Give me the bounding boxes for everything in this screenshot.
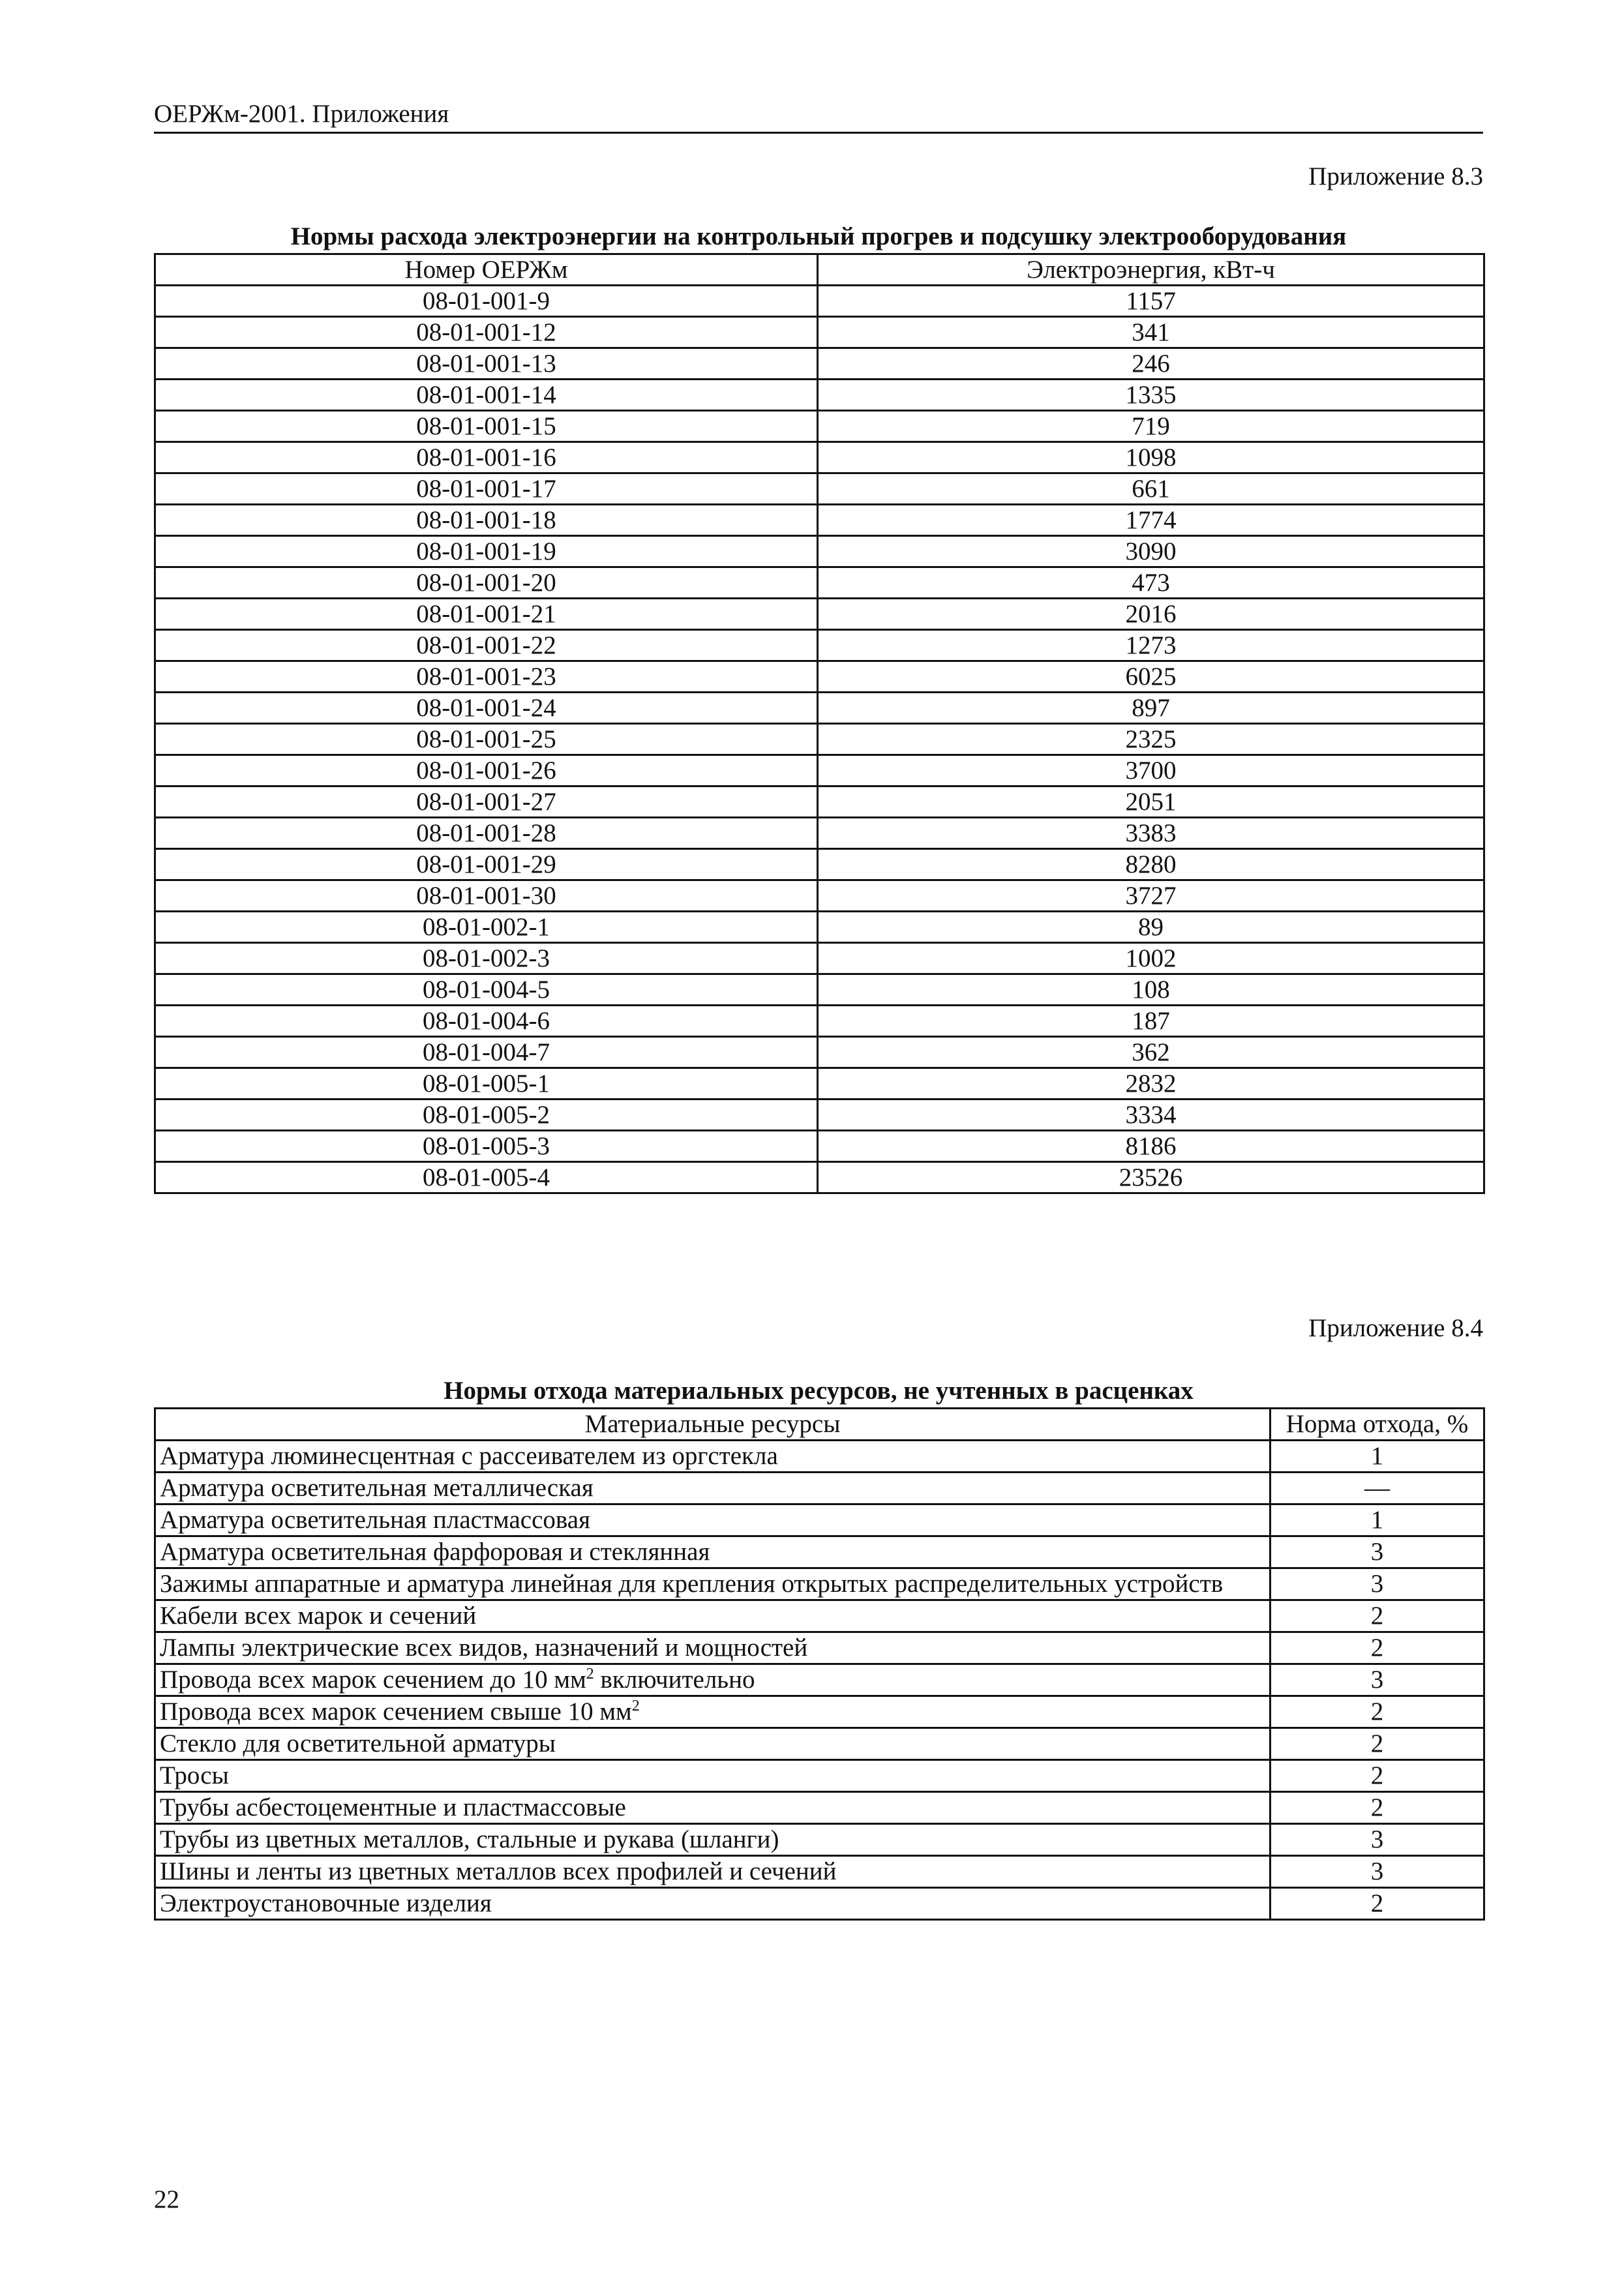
resource-cell	[155, 1632, 1271, 1664]
waste-norm-cell: 2	[1271, 1632, 1484, 1664]
code-cell: 08-01-001-12	[155, 317, 818, 348]
waste-norm-cell: —	[1271, 1473, 1484, 1504]
table-8-4-title: Нормы отхода материальных ресурсов, не учтенных в расценках	[444, 1377, 1194, 1405]
energy-cell: 362	[818, 1037, 1484, 1068]
resource-name: Провода всех марок сечением свыше 10 мм	[160, 1698, 632, 1726]
resource-name: Электроустановочные изделия	[160, 1889, 492, 1917]
table-row	[155, 599, 1484, 630]
code-cell: 08-01-001-22	[155, 630, 818, 661]
code-cell: 08-01-001-26	[155, 755, 818, 786]
appendix-8-3-label: Приложение 8.3	[1308, 162, 1483, 190]
table-row	[155, 818, 1484, 849]
waste-norm-cell: 1	[1271, 1441, 1484, 1473]
energy-cell: 473	[818, 567, 1484, 599]
code-cell: 08-01-001-21	[155, 599, 818, 630]
resource-name: Трубы из цветных металлов, стальные и рукава (шланги)	[160, 1825, 779, 1853]
column-header-number: Номер ОЕРЖм	[155, 254, 818, 286]
table-row	[155, 786, 1484, 818]
table-row	[155, 1792, 1484, 1824]
column-header-resource: Материальные ресурсы	[155, 1409, 1271, 1441]
energy-cell: 6025	[818, 661, 1484, 693]
code-cell: 08-01-005-1	[155, 1068, 818, 1100]
code-cell: 08-01-001-19	[155, 536, 818, 567]
table-row	[155, 1504, 1484, 1536]
table-row	[155, 1441, 1484, 1473]
table-row	[155, 693, 1484, 724]
table-row	[155, 849, 1484, 880]
column-header-energy: Электроэнергия, кВт-ч	[818, 254, 1484, 286]
code-cell: 08-01-005-4	[155, 1162, 818, 1193]
code-cell: 08-01-001-9	[155, 286, 818, 317]
table-row	[155, 755, 1484, 786]
resource-cell	[155, 1696, 1271, 1728]
table-row	[155, 1131, 1484, 1162]
code-cell: 08-01-001-28	[155, 818, 818, 849]
energy-cell: 719	[818, 411, 1484, 442]
resource-cell	[155, 1824, 1271, 1856]
resource-cell	[155, 1856, 1271, 1888]
table-row	[155, 1037, 1484, 1068]
resource-cell	[155, 1600, 1271, 1632]
table-row	[155, 286, 1484, 317]
table-row	[155, 1006, 1484, 1037]
table-row	[155, 912, 1484, 943]
table-row	[155, 317, 1484, 348]
resource-cell	[155, 1792, 1271, 1824]
resource-name: Арматура осветительная пластмассовая	[160, 1506, 591, 1534]
table-row	[155, 1632, 1484, 1664]
energy-cell: 2832	[818, 1068, 1484, 1100]
energy-cell: 3334	[818, 1100, 1484, 1131]
page-number: 22	[154, 2185, 179, 2213]
resource-name: Шины и ленты из цветных металлов всех профилей и сечений	[160, 1857, 837, 1885]
table-row	[155, 505, 1484, 536]
code-cell: 08-01-004-7	[155, 1037, 818, 1068]
energy-norms-table	[154, 253, 1485, 1194]
waste-norm-cell: 2	[1271, 1760, 1484, 1792]
energy-cell: 1098	[818, 442, 1484, 473]
table-row	[155, 943, 1484, 974]
resource-cell	[155, 1473, 1271, 1504]
table-row	[155, 1162, 1484, 1193]
code-cell: 08-01-001-29	[155, 849, 818, 880]
energy-cell: 1273	[818, 630, 1484, 661]
energy-cell: 3700	[818, 755, 1484, 786]
code-cell: 08-01-001-23	[155, 661, 818, 693]
table-row	[155, 1068, 1484, 1100]
resource-cell	[155, 1504, 1271, 1536]
energy-cell: 3727	[818, 880, 1484, 912]
resource-name: Лампы электрические всех видов, назначений и мощностей	[160, 1634, 808, 1662]
resource-cell	[155, 1888, 1271, 1920]
table-row	[155, 1760, 1484, 1792]
code-cell: 08-01-001-18	[155, 505, 818, 536]
waste-norm-cell: 2	[1271, 1888, 1484, 1920]
energy-cell: 2051	[818, 786, 1484, 818]
table-row	[155, 1536, 1484, 1568]
resource-name-suffix: включительно	[594, 1666, 755, 1694]
code-cell: 08-01-001-16	[155, 442, 818, 473]
waste-norm-cell: 3	[1271, 1568, 1484, 1600]
table-row	[155, 661, 1484, 693]
resource-name: Трубы асбестоцементные и пластмассовые	[160, 1793, 626, 1821]
energy-cell: 1157	[818, 286, 1484, 317]
energy-cell: 1335	[818, 380, 1484, 411]
code-cell: 08-01-002-3	[155, 943, 818, 974]
table-row	[155, 348, 1484, 380]
resource-name: Арматура люминесцентная с рассеивателем из оргстекла	[160, 1442, 778, 1470]
waste-norm-cell: 2	[1271, 1728, 1484, 1760]
resource-name: Стекло для осветительной арматуры	[160, 1729, 556, 1758]
energy-cell: 897	[818, 693, 1484, 724]
waste-norm-cell: 3	[1271, 1664, 1484, 1696]
energy-cell: 2016	[818, 599, 1484, 630]
column-header-waste-norm: Норма отхода, %	[1271, 1409, 1484, 1441]
table-row	[155, 880, 1484, 912]
table-row	[155, 630, 1484, 661]
table-row	[155, 724, 1484, 755]
resource-name: Арматура осветительная металлическая	[160, 1474, 594, 1502]
table-8-3-title: Нормы расхода электроэнергии на контрольный прогрев и подсушку электрооборудования	[290, 222, 1347, 250]
table-row	[155, 1856, 1484, 1888]
energy-cell: 3383	[818, 818, 1484, 849]
waste-norm-cell: 3	[1271, 1824, 1484, 1856]
appendix-8-4-label: Приложение 8.4	[1308, 1314, 1483, 1342]
resource-name: Провода всех марок сечением до 10 мм	[160, 1666, 586, 1694]
energy-cell: 341	[818, 317, 1484, 348]
code-cell: 08-01-001-24	[155, 693, 818, 724]
energy-cell: 2325	[818, 724, 1484, 755]
code-cell: 08-01-001-15	[155, 411, 818, 442]
energy-cell: 661	[818, 473, 1484, 505]
table-row	[155, 1728, 1484, 1760]
resource-name: Кабели всех марок и сечений	[160, 1602, 477, 1630]
superscript: 2	[586, 1666, 594, 1683]
code-cell: 08-01-001-13	[155, 348, 818, 380]
waste-norm-cell: 1	[1271, 1504, 1484, 1536]
energy-cell: 1774	[818, 505, 1484, 536]
resource-cell	[155, 1760, 1271, 1792]
table-row	[155, 1568, 1484, 1600]
table-row	[155, 442, 1484, 473]
energy-cell: 23526	[818, 1162, 1484, 1193]
table-row	[155, 1473, 1484, 1504]
energy-cell: 8186	[818, 1131, 1484, 1162]
resource-name: Зажимы аппаратные и арматура линейная для крепления открытых распределительных устройств	[160, 1570, 1224, 1598]
table-row	[155, 536, 1484, 567]
code-cell: 08-01-001-14	[155, 380, 818, 411]
code-cell: 08-01-001-20	[155, 567, 818, 599]
energy-cell: 246	[818, 348, 1484, 380]
table-row	[155, 1600, 1484, 1632]
table-row	[155, 1696, 1484, 1728]
code-cell: 08-01-005-3	[155, 1131, 818, 1162]
code-cell: 08-01-005-2	[155, 1100, 818, 1131]
table-row	[155, 1664, 1484, 1696]
table-header-row	[155, 254, 1484, 286]
resource-cell	[155, 1536, 1271, 1568]
table-row	[155, 567, 1484, 599]
energy-cell: 8280	[818, 849, 1484, 880]
waste-norms-table	[154, 1407, 1485, 1921]
waste-norm-cell: 2	[1271, 1600, 1484, 1632]
energy-cell: 187	[818, 1006, 1484, 1037]
code-cell: 08-01-001-30	[155, 880, 818, 912]
energy-cell: 3090	[818, 536, 1484, 567]
resource-name: Арматура осветительная фарфоровая и стеклянная	[160, 1538, 710, 1566]
code-cell: 08-01-001-25	[155, 724, 818, 755]
header-rule	[154, 132, 1483, 134]
code-cell: 08-01-004-6	[155, 1006, 818, 1037]
table-row	[155, 473, 1484, 505]
energy-cell: 108	[818, 974, 1484, 1006]
waste-norm-cell: 2	[1271, 1696, 1484, 1728]
table-row	[155, 1824, 1484, 1856]
resource-cell	[155, 1664, 1271, 1696]
resource-name: Тросы	[160, 1761, 229, 1789]
energy-cell: 1002	[818, 943, 1484, 974]
energy-cell: 89	[818, 912, 1484, 943]
resource-cell	[155, 1728, 1271, 1760]
table-row	[155, 380, 1484, 411]
code-cell: 08-01-001-27	[155, 786, 818, 818]
table-row	[155, 1100, 1484, 1131]
waste-norm-cell: 3	[1271, 1536, 1484, 1568]
waste-norm-cell: 2	[1271, 1792, 1484, 1824]
code-cell: 08-01-004-5	[155, 974, 818, 1006]
table-row	[155, 974, 1484, 1006]
resource-cell	[155, 1568, 1271, 1600]
table-header-row	[155, 1409, 1484, 1441]
running-header: ОЕРЖм-2001. Приложения	[154, 100, 449, 128]
code-cell: 08-01-001-17	[155, 473, 818, 505]
table-row	[155, 411, 1484, 442]
table-row	[155, 1888, 1484, 1920]
resource-cell	[155, 1441, 1271, 1473]
code-cell: 08-01-002-1	[155, 912, 818, 943]
superscript: 2	[631, 1698, 640, 1714]
waste-norm-cell: 3	[1271, 1856, 1484, 1888]
